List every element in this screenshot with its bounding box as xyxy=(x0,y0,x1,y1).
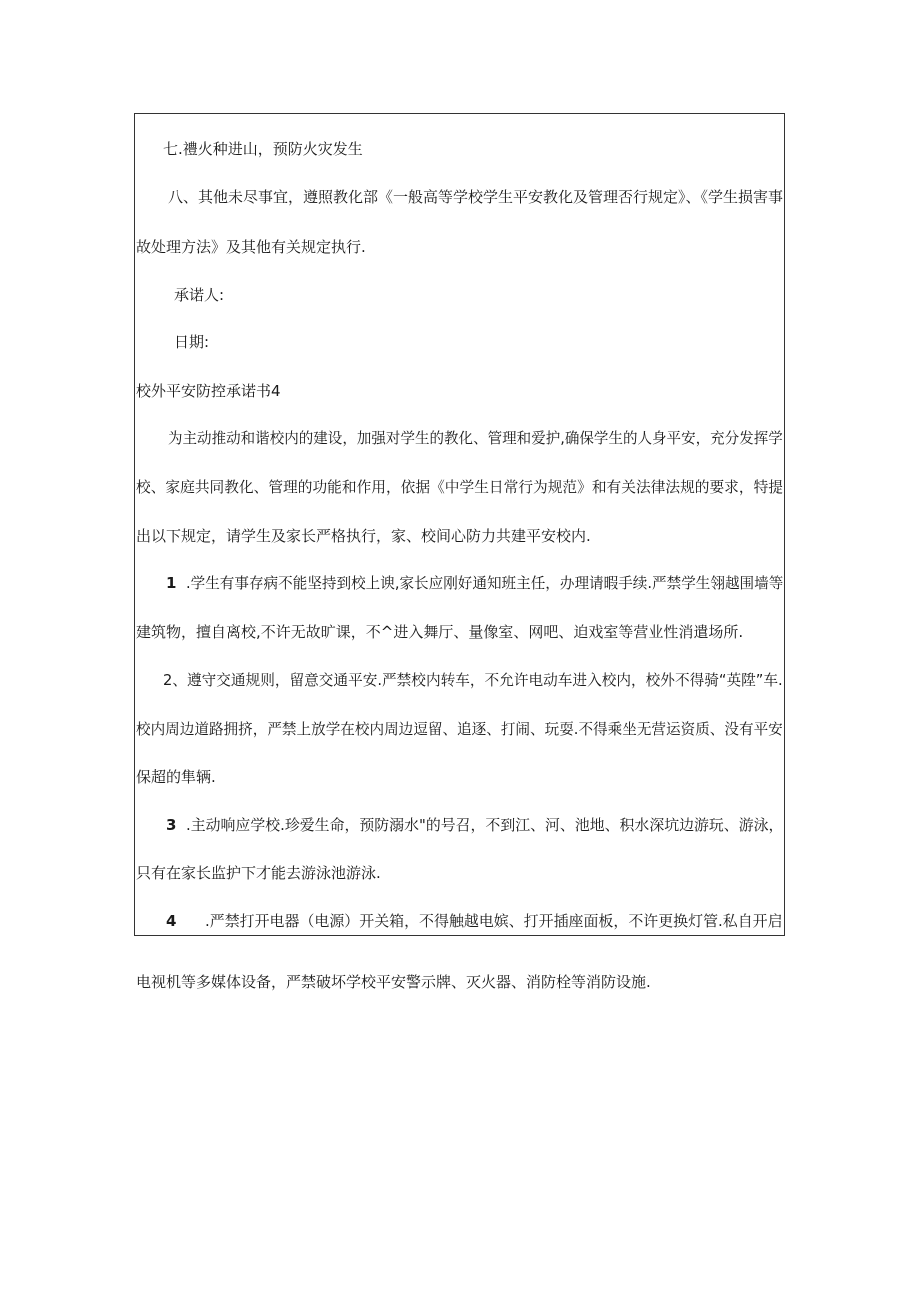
text-line: 出以下规定，请学生及家长严格执行，家、校间心防力共建平安校内. xyxy=(136,527,591,545)
text-line: 2、遵守交通规则，留意交通平安.严禁校内转车，不允许电动车进入校内，校外不得骑“英陞”车. xyxy=(163,671,783,689)
text-line: .严禁打开电器（电源）开关箱，不得触越电嫔、打开插座面板，不许更换灯管.私自开启 xyxy=(205,912,783,930)
text-line: .学生有事存病不能坚持到校上谀,家长应刚好通知班主任，办理请暇手续.严禁学生翎越围墙等 xyxy=(186,574,784,592)
text-line: .主动响应学校.珍爱生命，预防溺水"的号召，不到江、河、池地、积水深坑边游玩、游泳， xyxy=(186,816,784,834)
text-line: 保超的隼辆. xyxy=(136,768,216,786)
text-line: 电视机等多媒体设备，严禁破坏学校平安警示牌、灭火器、消防栓等消防设施. xyxy=(136,973,651,991)
text-line: 校内周边道路拥挤，严禁上放学在校内周边逗留、追逐、打闹、玩耍.不得乘坐无营运资质、没有平安 xyxy=(136,720,783,738)
text-line: 七.禮火种进山，预防火灾发生 xyxy=(163,140,363,158)
section-title: 校外平安防控承诺书4 xyxy=(136,382,281,400)
item-number: 3 xyxy=(166,816,177,834)
text-line: 为主动推动和谐校内的建设，加强对学生的教化、管理和爱护,确保学生的人身平安，充分发挥学 xyxy=(168,429,783,447)
item-number: 4 xyxy=(166,912,177,930)
item-number: 1 xyxy=(166,574,177,592)
text-line: 八、其他未尽事宜，遵照教化部《一般高等学校学生平安教化及管理否行规定》、《学生损害事 xyxy=(168,188,784,206)
date-label: 日期: xyxy=(174,333,210,351)
signatory-label: 承诺人: xyxy=(174,286,225,304)
text-line: 只有在家长监护下才能去游泳池游泳. xyxy=(136,864,381,882)
text-line: 建筑物，擅自离校,不许无故旷课，不^进入舞厅、量像室、网吧、迫戏室等营业性消遣场所. xyxy=(136,623,744,641)
text-line: 故处理方法》及其他有关规定执行. xyxy=(136,238,366,256)
text-line: 校、家庭共同教化、管理的功能和作用，依据《中学生日常行为规范》和有关法律法规的要求，特提 xyxy=(136,478,784,496)
